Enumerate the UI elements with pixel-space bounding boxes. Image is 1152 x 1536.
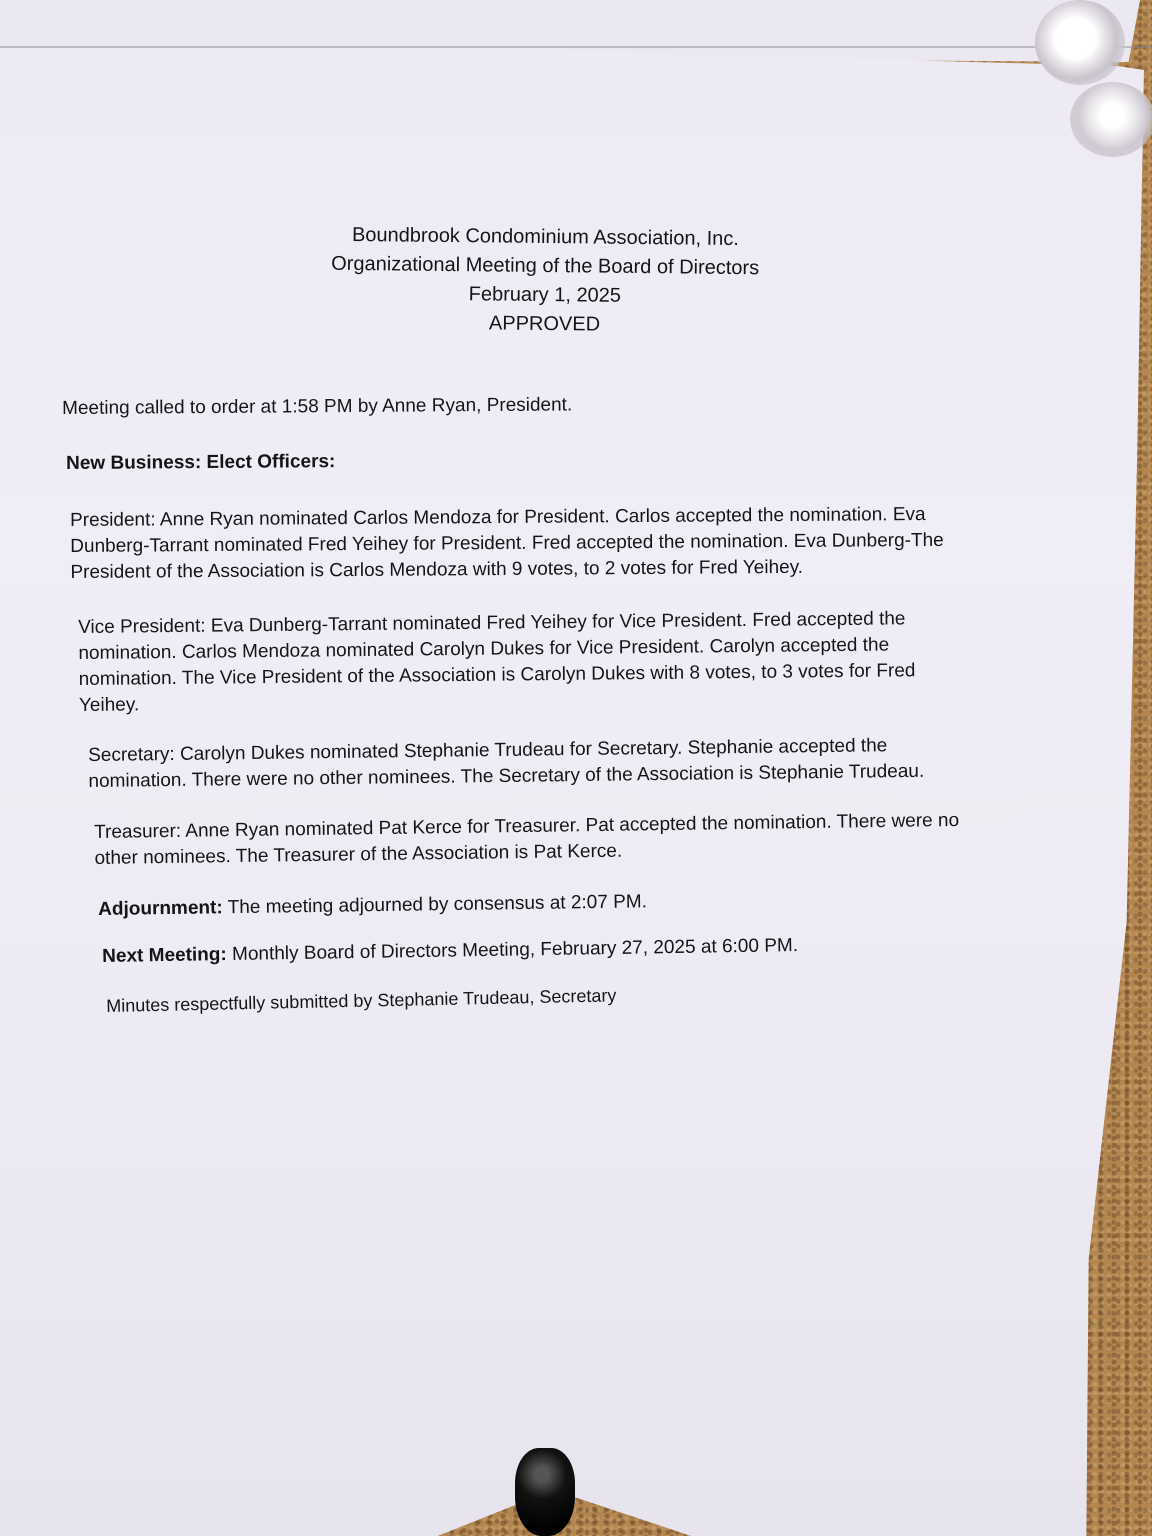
adjournment (98, 885, 968, 923)
secretary-text: Carolyn Dukes nominated Stephanie Trudeau for Secretary. Stephanie accepted the nomination. There were no other nominees. The Secretary of the Association is Stephanie Trudeau. (88, 735, 925, 792)
president-label: President: (70, 509, 156, 531)
adjournment-label: Adjournment: (98, 897, 223, 920)
president-text: Anne Ryan nominated Carlos Mendoza for President. Carlos accepted the nomination. Eva Dunberg-Tarrant nominated Fred Yeihey for President. Fred accepted the nomination. Eva Dunberg-The President of the Association is Carlos Mendoza with 9 votes, to 2 votes for Fred Yeihey. (70, 504, 944, 583)
approval-status: APPROVED (488, 312, 601, 336)
treasurer-text: Anne Ryan nominated Pat Kerce for Treasurer. Pat accepted the nomination. There were no other nominees. The Treasurer of the Association is Pat Kerce. (94, 809, 960, 869)
treasurer-label: Treasurer: (94, 820, 182, 843)
call-to-order: Meeting called to order at 1:58 PM by Anne Ryan, President. (62, 394, 573, 419)
meeting-date: February 1, 2025 (468, 283, 622, 307)
vice-president-election (78, 606, 939, 719)
minutes-submitted: Minutes respectfully submitted by Stephanie Trudeau, Secretary (106, 985, 617, 1016)
secretary-election (88, 732, 949, 795)
treasurer-election (94, 808, 965, 872)
next-meeting-label: Next Meeting: (102, 944, 227, 967)
document-header (239, 220, 850, 342)
adjournment-text: The meeting adjourned by consensus at 2:07 PM. (222, 891, 648, 919)
vice-president-label: Vice President: (78, 615, 206, 638)
president-election (70, 502, 986, 586)
secretary-label: Secretary: (88, 743, 175, 766)
vice-president-text: Eva Dunberg-Tarrant nominated Fred Yeihey for Vice President. Fred accepted the nomination. Carlos Mendoza nominated Carolyn Dukes for Vice President. Carolyn accepted the nomination. The Vice President of the Association is Carolyn Dukes with 8 votes, to 3 votes for Fred Yeihey. (78, 608, 916, 716)
next-meeting (102, 930, 972, 970)
next-meeting-text: Monthly Board of Directors Meeting, February 27, 2025 at 6:00 PM. (226, 935, 799, 966)
organization-name: Boundbrook Condominium Association, Inc. (351, 223, 740, 251)
meeting-title: Organizational Meeting of the Board of Directors (331, 252, 760, 280)
new-business-heading: New Business: Elect Officers: (66, 451, 336, 474)
